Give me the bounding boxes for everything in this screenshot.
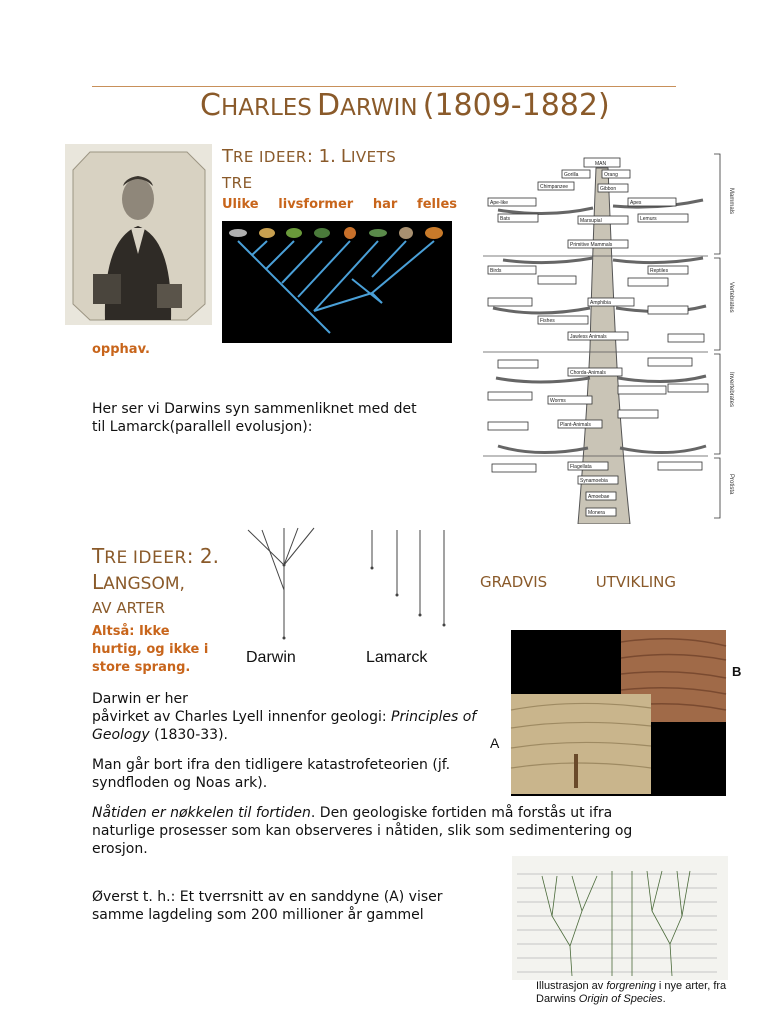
- tree-label-jawless: Jawless Animals: [570, 334, 607, 340]
- photo-label-a: A: [490, 735, 500, 751]
- tree-label-chimpanzee: Chimpanzee: [540, 184, 569, 190]
- tree-label-amoebae: Amoebae: [588, 494, 610, 500]
- darwin-vs-lamarck-text: Her ser vi Darwins syn sammenliknet med det til Lamarck(parallell evolusjon):: [92, 401, 417, 435]
- tree-label-lemurs: Lemurs: [640, 216, 657, 222]
- haeckel-tree: [478, 148, 746, 524]
- tree-label-man: MAN: [595, 161, 607, 167]
- tree-label-amphibia: Amphibia: [590, 300, 611, 306]
- tree-side-vertebrates: Vertebrates: [728, 282, 734, 313]
- tree-label-flagellata: Flagellata: [570, 464, 592, 470]
- tree-label-primitive-mammals: Primitive Mammals: [570, 242, 613, 248]
- naatiden-paragraph: Nåtiden er nøkkelen til fortiden. Den geologiske fortiden må forstås ut ifra naturlige prosesser som kan observeres i nåtiden, slik som sedimentering og erosjon.: [92, 805, 633, 857]
- section2-heading-line3: AV ARTER: [92, 599, 165, 617]
- tree-side-mammals: Mammals: [728, 188, 734, 215]
- tree-label-synamoebia: Synamoebia: [580, 478, 608, 484]
- tree-label-marsupial: Marsupial: [580, 218, 602, 224]
- overst-paragraph: Øverst t. h.: Et tverrsnitt av en sanddyne (A) viser samme lagdeling som 200 millioner år gammel: [92, 889, 443, 923]
- tree-label-monera: Monera: [588, 510, 605, 516]
- geology-photos: [486, 628, 748, 796]
- section2-heading-line2: LANGSOM,: [92, 570, 185, 594]
- photo-label-b: B: [732, 664, 742, 679]
- tree-label-reptiles: Reptiles: [650, 268, 669, 274]
- lyell-paragraph: Darwin er her påvirket av Charles Lyell innenfor geologi: Principles of Geology (1830-33).: [92, 691, 477, 743]
- section1-subline-end: opphav.: [92, 342, 150, 357]
- tree-label-orang: Orang: [604, 172, 618, 178]
- section2-heading-line2-right: GRADVIS UTVIKLING: [480, 573, 676, 591]
- section1-heading: TRE IDEER: 1. LIVETS TRE: [222, 146, 397, 192]
- section2-altsa: Altså: Ikke hurtig, og ikke i store sprang.: [92, 624, 209, 675]
- tree-label-gibbon: Gibbon: [600, 186, 617, 192]
- tree-side-protista: Protista: [728, 474, 734, 495]
- cladogram: [222, 221, 452, 343]
- origin-caption: Illustrasjon av forgrening i nye arter, fra Darwins Origin of Species.: [536, 980, 727, 1005]
- diagram-label-lamarck: Lamarck: [366, 649, 428, 666]
- top-rule: [92, 86, 676, 87]
- origin-illustration: [512, 856, 728, 980]
- tree-label-ape-like: Ape-like: [490, 200, 509, 206]
- katastrofe-paragraph: Man går bort ifra den tidligere katastrofeteorien (jf. syndfloden og Noas ark).: [92, 757, 451, 791]
- diagram-label-darwin: Darwin: [246, 649, 296, 666]
- section1-subline: Ulike livsformer har felles: [222, 197, 457, 212]
- tree-label-bats: Bats: [500, 216, 511, 222]
- darwin-lamarck-diagram: [232, 520, 472, 670]
- tree-label-fishes: Fishes: [540, 318, 555, 324]
- tree-label-worms: Worms: [550, 398, 566, 404]
- tree-label-apes: Apes: [630, 200, 642, 206]
- darwin-portrait: [65, 144, 212, 325]
- page-title: CHARLES DARWIN (1809-1882): [200, 88, 610, 123]
- tree-label-birds: Birds: [490, 268, 502, 274]
- tree-label-plant-animals: Plant-Animals: [560, 422, 591, 428]
- tree-side-invertebrates: Invertebrates: [728, 372, 734, 408]
- tree-label-gorilla: Gorilla: [564, 172, 579, 178]
- tree-label-chorda: Chorda-Animals: [570, 370, 606, 376]
- section2-heading-line1: TRE IDEER: 2.: [92, 544, 219, 568]
